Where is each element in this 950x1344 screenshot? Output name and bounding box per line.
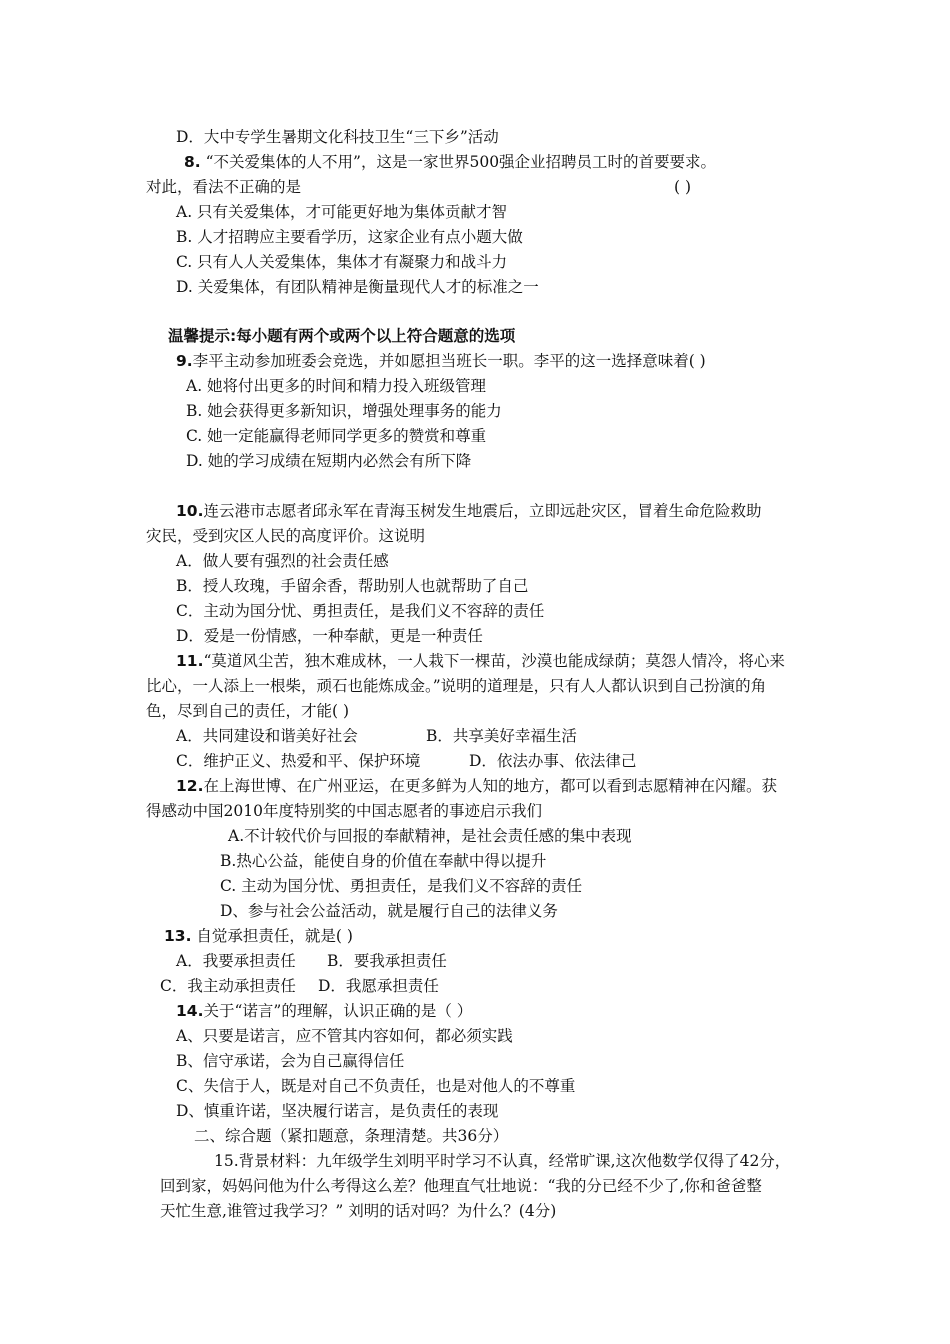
q13-option-d: D．我愿承担责任 (318, 977, 439, 995)
q10-option-c: C．主动为国分忧、勇担责任，是我们义不容辞的责任 (176, 602, 545, 620)
q9-number: 9. (176, 352, 193, 370)
q14-option-b: B、信守承诺，会为自己赢得信任 (176, 1052, 405, 1070)
q8-option-a: A. 只有关爱集体，才可能更好地为集体贡献才智 (176, 203, 508, 221)
q8-option-c: C. 只有人人关爱集体，集体才有凝聚力和战斗力 (176, 253, 508, 271)
q10-stem-line1 (176, 501, 761, 521)
multi-answer-tip: 温馨提示:每小题有两个或两个以上符合题意的选项 (168, 327, 516, 345)
q11-stem-line1 (176, 651, 785, 671)
q13-stem-text: 自觉承担责任，就是( ) (196, 927, 353, 945)
q11-stem-text1: “莫道风尘苦，独木难成林，一人栽下一棵苗，沙漠也能成绿荫；莫怨人情冷，将心来 (203, 652, 785, 670)
q14-stem-text: 关于“诺言”的理解，认识正确的是（ ） (203, 1002, 473, 1020)
q14-option-c: C、失信于人，既是对自己不负责任，也是对他人的不尊重 (176, 1077, 576, 1095)
q8-number: 8. (184, 153, 201, 171)
q9-option-d: D. 她的学习成绩在短期内必然会有所下降 (186, 452, 472, 470)
q11-option-d: D．依法办事、依法律己 (469, 752, 637, 770)
q8-stem-line1 (184, 152, 716, 172)
q9-option-b: B. 她会获得更多新知识，增强处理事务的能力 (186, 402, 502, 420)
q11-option-a: A．共同建设和谐美好社会 (176, 727, 358, 745)
q12-option-b: B.热心公益，能使自身的价值在奉献中得以提升 (220, 852, 547, 870)
q8-answer-paren: ( ) (674, 178, 692, 196)
q11-option-b: B．共享美好幸福生活 (426, 727, 577, 745)
section2-heading: 二、综合题（紧扣题意，条理清楚。共36分） (194, 1127, 509, 1145)
q13-option-c: C．我主动承担责任 (160, 977, 296, 995)
q15-line3: 天忙生意,谁管过我学习？” 刘明的话对吗？为什么？(4分) (160, 1202, 557, 1220)
q14-option-d: D、慎重许诺，坚决履行诺言，是负责任的表现 (176, 1102, 499, 1120)
q10-option-b: B．授人玫瑰，手留余香，帮助别人也就帮助了自己 (176, 577, 529, 595)
q10-stem-text1: 连云港市志愿者邱永军在青海玉树发生地震后，立即远赴灾区，冒着生命危险救助 (203, 502, 762, 520)
q12-stem-text1: 在上海世博、在广州亚运，在更多鲜为人知的地方，都可以看到志愿精神在闪耀。获 (203, 777, 777, 795)
q9-stem (176, 351, 706, 371)
q13-option-b: B．要我承担责任 (327, 952, 447, 970)
q14-stem (176, 1001, 472, 1021)
q10-option-d: D．爱是一份情感，一种奉献，更是一种责任 (176, 627, 483, 645)
q8-stem-line2: 对此，看法不正确的是 (146, 178, 302, 196)
q13-option-a: A．我要承担责任 (176, 952, 296, 970)
q12-option-d: D、参与社会公益活动，就是履行自己的法律义务 (220, 902, 558, 920)
q8-option-b: B. 人才招聘应主要看学历，这家企业有点小题大做 (176, 228, 523, 246)
q10-option-a: A．做人要有强烈的社会责任感 (176, 552, 389, 570)
q7-option-d: D．大中专学生暑期文化科技卫生“三下乡”活动 (176, 128, 499, 146)
q15-line1: 15.背景材料：九年级学生刘明平时学习不认真，经常旷课,这次他数学仅得了42分， (214, 1152, 791, 1170)
q11-stem-line3: 色，尽到自己的责任，才能( ) (146, 702, 350, 720)
q14-number: 14. (176, 1002, 204, 1020)
q10-number: 10. (176, 502, 204, 520)
q9-stem-text: 李平主动参加班委会竞选，并如愿担当班长一职。李平的这一选择意味着( ) (192, 352, 706, 370)
q8-stem-text1: “不关爱集体的人不用”，这是一家世界500强企业招聘员工时的首要要求。 (205, 153, 717, 171)
q12-option-a: A.不计较代价与回报的奉献精神，是社会责任感的集中表现 (228, 827, 632, 845)
q9-option-a: A. 她将付出更多的时间和精力投入班级管理 (186, 377, 487, 395)
q11-stem-line2: 比心，一人添上一根柴，顽石也能炼成金。”说明的道理是，只有人人都认识到自己扮演的角 (146, 677, 767, 695)
q11-number: 11. (176, 652, 204, 670)
q12-stem-line1 (176, 776, 777, 796)
q13-stem (164, 926, 353, 946)
q8-option-d: D. 关爱集体，有团队精神是衡量现代人才的标准之一 (176, 278, 539, 296)
q12-number: 12. (176, 777, 204, 795)
q13-number: 13. (164, 927, 192, 945)
q14-option-a: A、只要是诺言，应不管其内容如何，都必须实践 (176, 1027, 513, 1045)
q12-stem-line2: 得感动中国2010年度特别奖的中国志愿者的事迹启示我们 (146, 802, 542, 820)
q12-option-c: C. 主动为国分忧、勇担责任，是我们义不容辞的责任 (220, 877, 583, 895)
q9-option-c: C. 她一定能赢得老师同学更多的赞赏和尊重 (186, 427, 487, 445)
q15-line2: 回到家，妈妈问他为什么考得这么差？他理直气壮地说：“我的分已经不少了,你和爸爸整 (160, 1177, 762, 1195)
q11-option-c: C．维护正义、热爱和平、保护环境 (176, 752, 421, 770)
q10-stem-line2: 灾民，受到灾区人民的高度评价。这说明 (146, 527, 426, 545)
